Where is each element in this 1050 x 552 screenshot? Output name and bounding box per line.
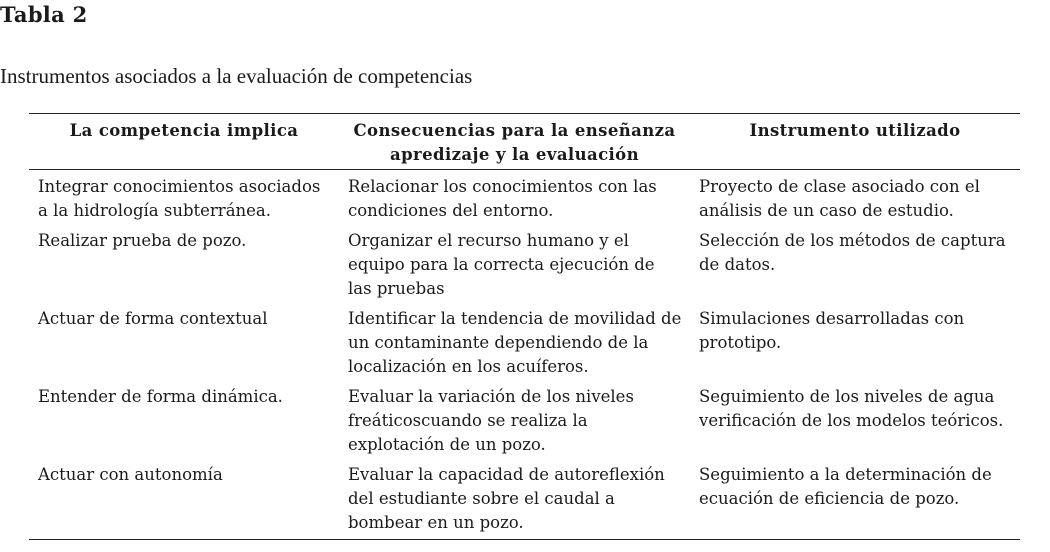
cell-consecuencias: Evaluar la capacidad de autoreflexión del estudiante sobre el caudal a bombear en un pozo. xyxy=(348,465,665,532)
cell-instrumento: Simulaciones desarrolladas con prototipo. xyxy=(699,309,965,352)
cell-instrumento: Selección de los métodos de captura de datos. xyxy=(699,231,1006,274)
table-header-row xyxy=(29,114,1020,170)
cell-competencia: Actuar con autonomía xyxy=(38,465,223,484)
table-row xyxy=(29,305,1020,383)
cell-consecuencias: Relacionar los conocimientos con las condiciones del entorno. xyxy=(348,177,657,220)
cell-competencia: Realizar prueba de pozo. xyxy=(38,231,247,250)
table-label: Tabla 2 xyxy=(0,2,88,27)
table-caption: Instrumentos asociados a la evaluación de competencias xyxy=(0,64,473,88)
table xyxy=(29,113,1020,540)
cell-instrumento: Seguimiento de los niveles de agua verificación de los modelos teóricos. xyxy=(699,387,1004,430)
table-row xyxy=(29,227,1020,305)
table-row xyxy=(29,461,1020,540)
cell-competencia: Integrar conocimientos asociados a la hidrología subterránea. xyxy=(38,177,321,220)
cell-consecuencias: Evaluar la variación de los niveles freáticoscuando se realiza la explotación de un pozo. xyxy=(348,387,634,454)
header-consecuencias: Consecuencias para la enseñanza apredizaje y la evaluación xyxy=(353,121,676,164)
cell-instrumento: Proyecto de clase asociado con el análisis de un caso de estudio. xyxy=(699,177,980,220)
competency-table xyxy=(29,113,1020,540)
cell-consecuencias: Identificar la tendencia de movilidad de un contaminante dependiendo de la localización en los acuíferos. xyxy=(348,309,682,376)
header-competencia: La competencia implica xyxy=(69,121,299,140)
cell-instrumento: Seguimiento a la determinación de ecuación de eficiencia de pozo. xyxy=(699,465,992,508)
cell-competencia: Actuar de forma contextual xyxy=(38,309,268,328)
table-row xyxy=(29,170,1020,228)
cell-competencia: Entender de forma dinámica. xyxy=(38,387,283,406)
table-row xyxy=(29,383,1020,461)
header-instrumento: Instrumento utilizado xyxy=(749,121,961,140)
cell-consecuencias: Organizar el recurso humano y el equipo para la correcta ejecución de las pruebas xyxy=(348,231,655,298)
